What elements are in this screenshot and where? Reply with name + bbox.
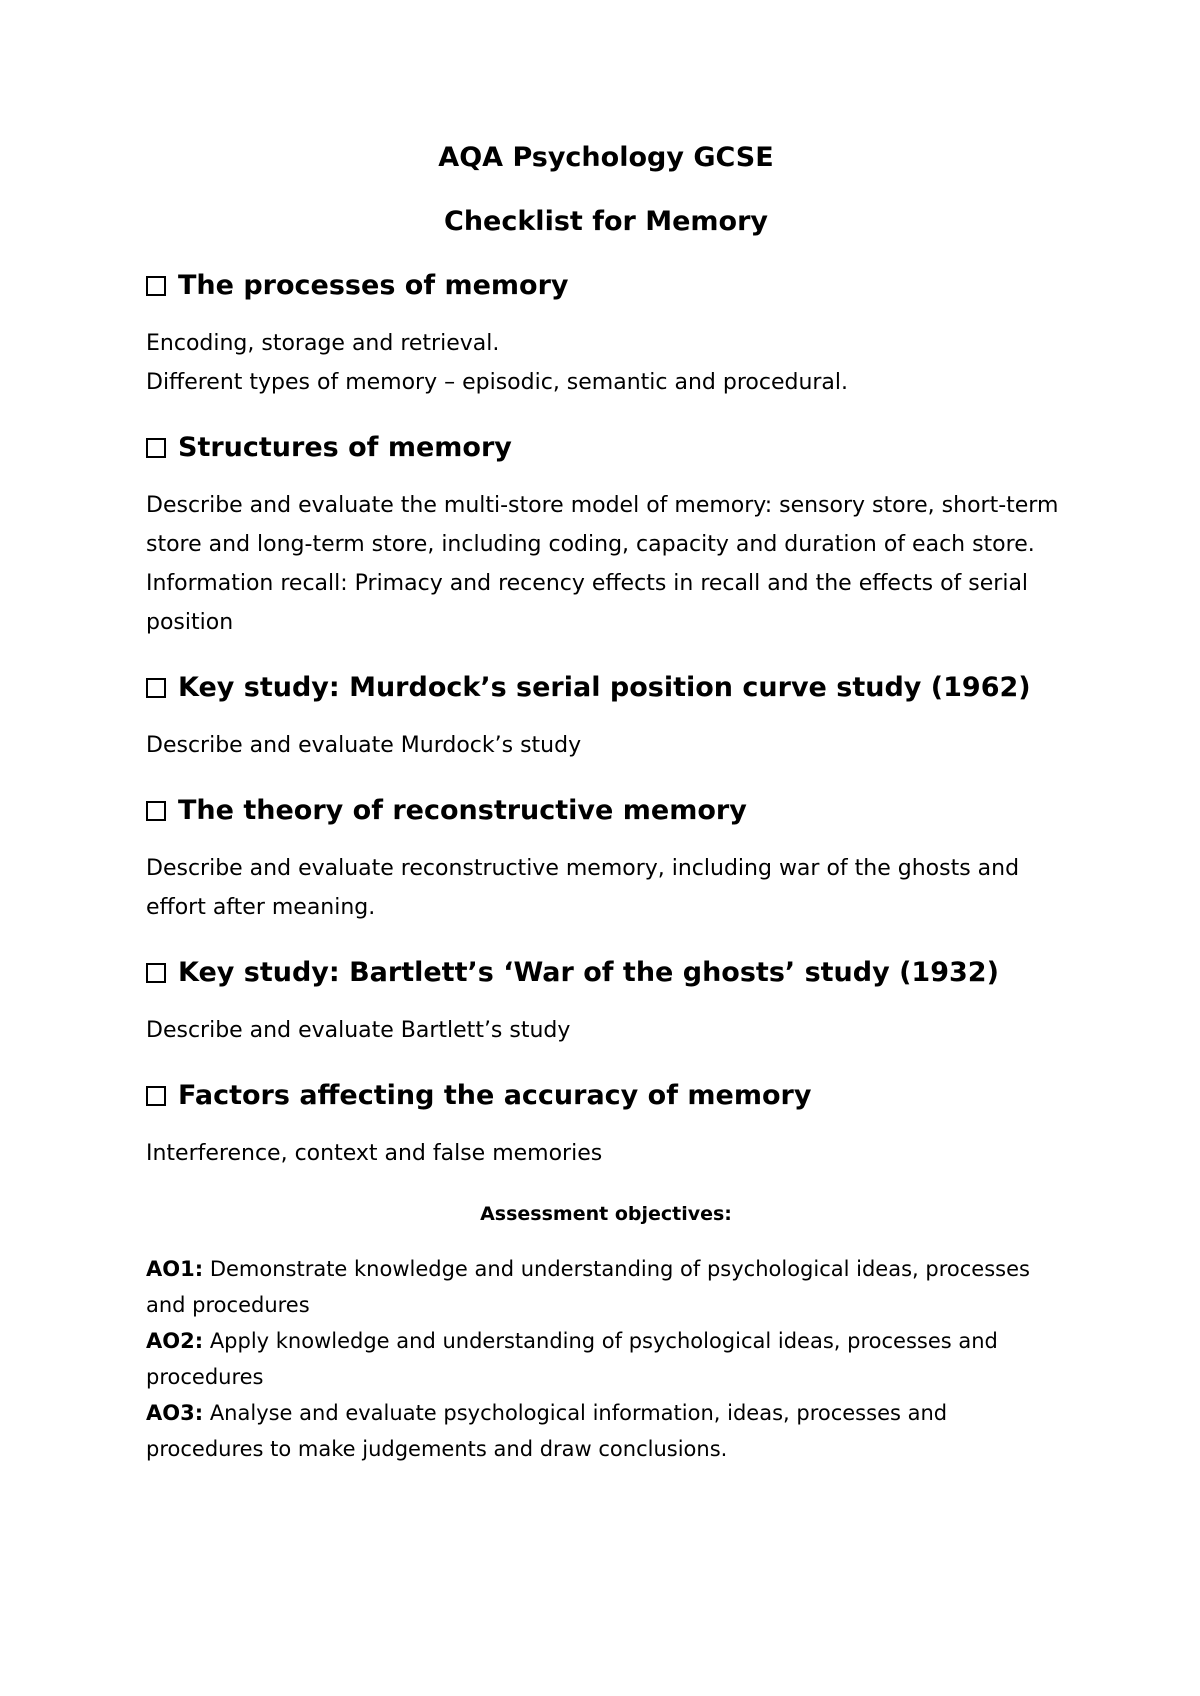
document-page [146, 140, 1066, 1467]
checkbox-icon[interactable] [146, 678, 166, 698]
section-body [146, 324, 1066, 402]
assessment-heading: Assessment objectives: [480, 1203, 732, 1225]
body-line: Information recall: Primacy and recency effects in recall and the effects of serial position [146, 571, 1029, 635]
section-processes-of-memory [146, 268, 1066, 402]
assessment-text: Demonstrate knowledge and understanding of psychological ideas, processes and procedures [146, 1257, 1030, 1317]
checkbox-icon[interactable] [146, 1086, 166, 1106]
section-murdock-study [146, 670, 1066, 765]
checkbox-icon[interactable] [146, 801, 166, 821]
section-reconstructive-memory [146, 793, 1066, 927]
section-structures-of-memory [146, 430, 1066, 642]
section-accuracy-of-memory [146, 1078, 1066, 1173]
assessment-list [146, 1251, 1066, 1467]
body-line: Describe and evaluate Murdock’s study [146, 733, 582, 758]
section-heading [146, 670, 1066, 706]
document-title: AQA Psychology GCSE [438, 142, 774, 173]
section-heading-label: Key study: Bartlett’s ‘War of the ghosts’ study (1932) [178, 957, 999, 988]
checkbox-icon[interactable] [146, 438, 166, 458]
assessment-code: AO3: [146, 1401, 204, 1425]
assessment-objectives [146, 1199, 1066, 1467]
assessment-text: Apply knowledge and understanding of psychological ideas, processes and procedures [146, 1329, 998, 1389]
section-heading [146, 268, 1066, 304]
body-line: Encoding, storage and retrieval. [146, 331, 500, 356]
body-line: Interference, context and false memories [146, 1141, 603, 1166]
assessment-code: AO2: [146, 1329, 204, 1353]
section-body [146, 486, 1066, 642]
section-heading-label: The processes of memory [178, 270, 569, 301]
section-heading-label: Factors affecting the accuracy of memory [178, 1080, 812, 1111]
body-line: Different types of memory – episodic, semantic and procedural. [146, 370, 849, 395]
section-heading-label: Structures of memory [178, 432, 512, 463]
document-subtitle: Checklist for Memory [444, 206, 768, 237]
section-heading [146, 1078, 1066, 1114]
section-body [146, 1011, 1066, 1050]
section-heading-label: Key study: Murdock’s serial position curve study (1962) [178, 672, 1031, 703]
body-line: Describe and evaluate reconstructive memory, including war of the ghosts and effort after meaning. [146, 856, 1020, 920]
section-heading [146, 793, 1066, 829]
checkbox-icon[interactable] [146, 963, 166, 983]
section-body [146, 726, 1066, 765]
assessment-item [146, 1395, 1066, 1467]
assessment-item [146, 1323, 1066, 1395]
assessment-code: AO1: [146, 1257, 204, 1281]
section-bartlett-study [146, 955, 1066, 1050]
section-heading [146, 430, 1066, 466]
assessment-text: Analyse and evaluate psychological information, ideas, processes and procedures to make judgements and draw conclusions. [146, 1401, 948, 1461]
section-heading-label: The theory of reconstructive memory [178, 795, 747, 826]
assessment-item [146, 1251, 1066, 1323]
section-body [146, 849, 1066, 927]
body-line: Describe and evaluate Bartlett’s study [146, 1018, 571, 1043]
body-line: Describe and evaluate the multi-store model of memory: sensory store, short-term store and long-term store, including coding, capacity and duration of each store. [146, 493, 1059, 557]
section-body [146, 1134, 1066, 1173]
section-heading [146, 955, 1066, 991]
checkbox-icon[interactable] [146, 276, 166, 296]
